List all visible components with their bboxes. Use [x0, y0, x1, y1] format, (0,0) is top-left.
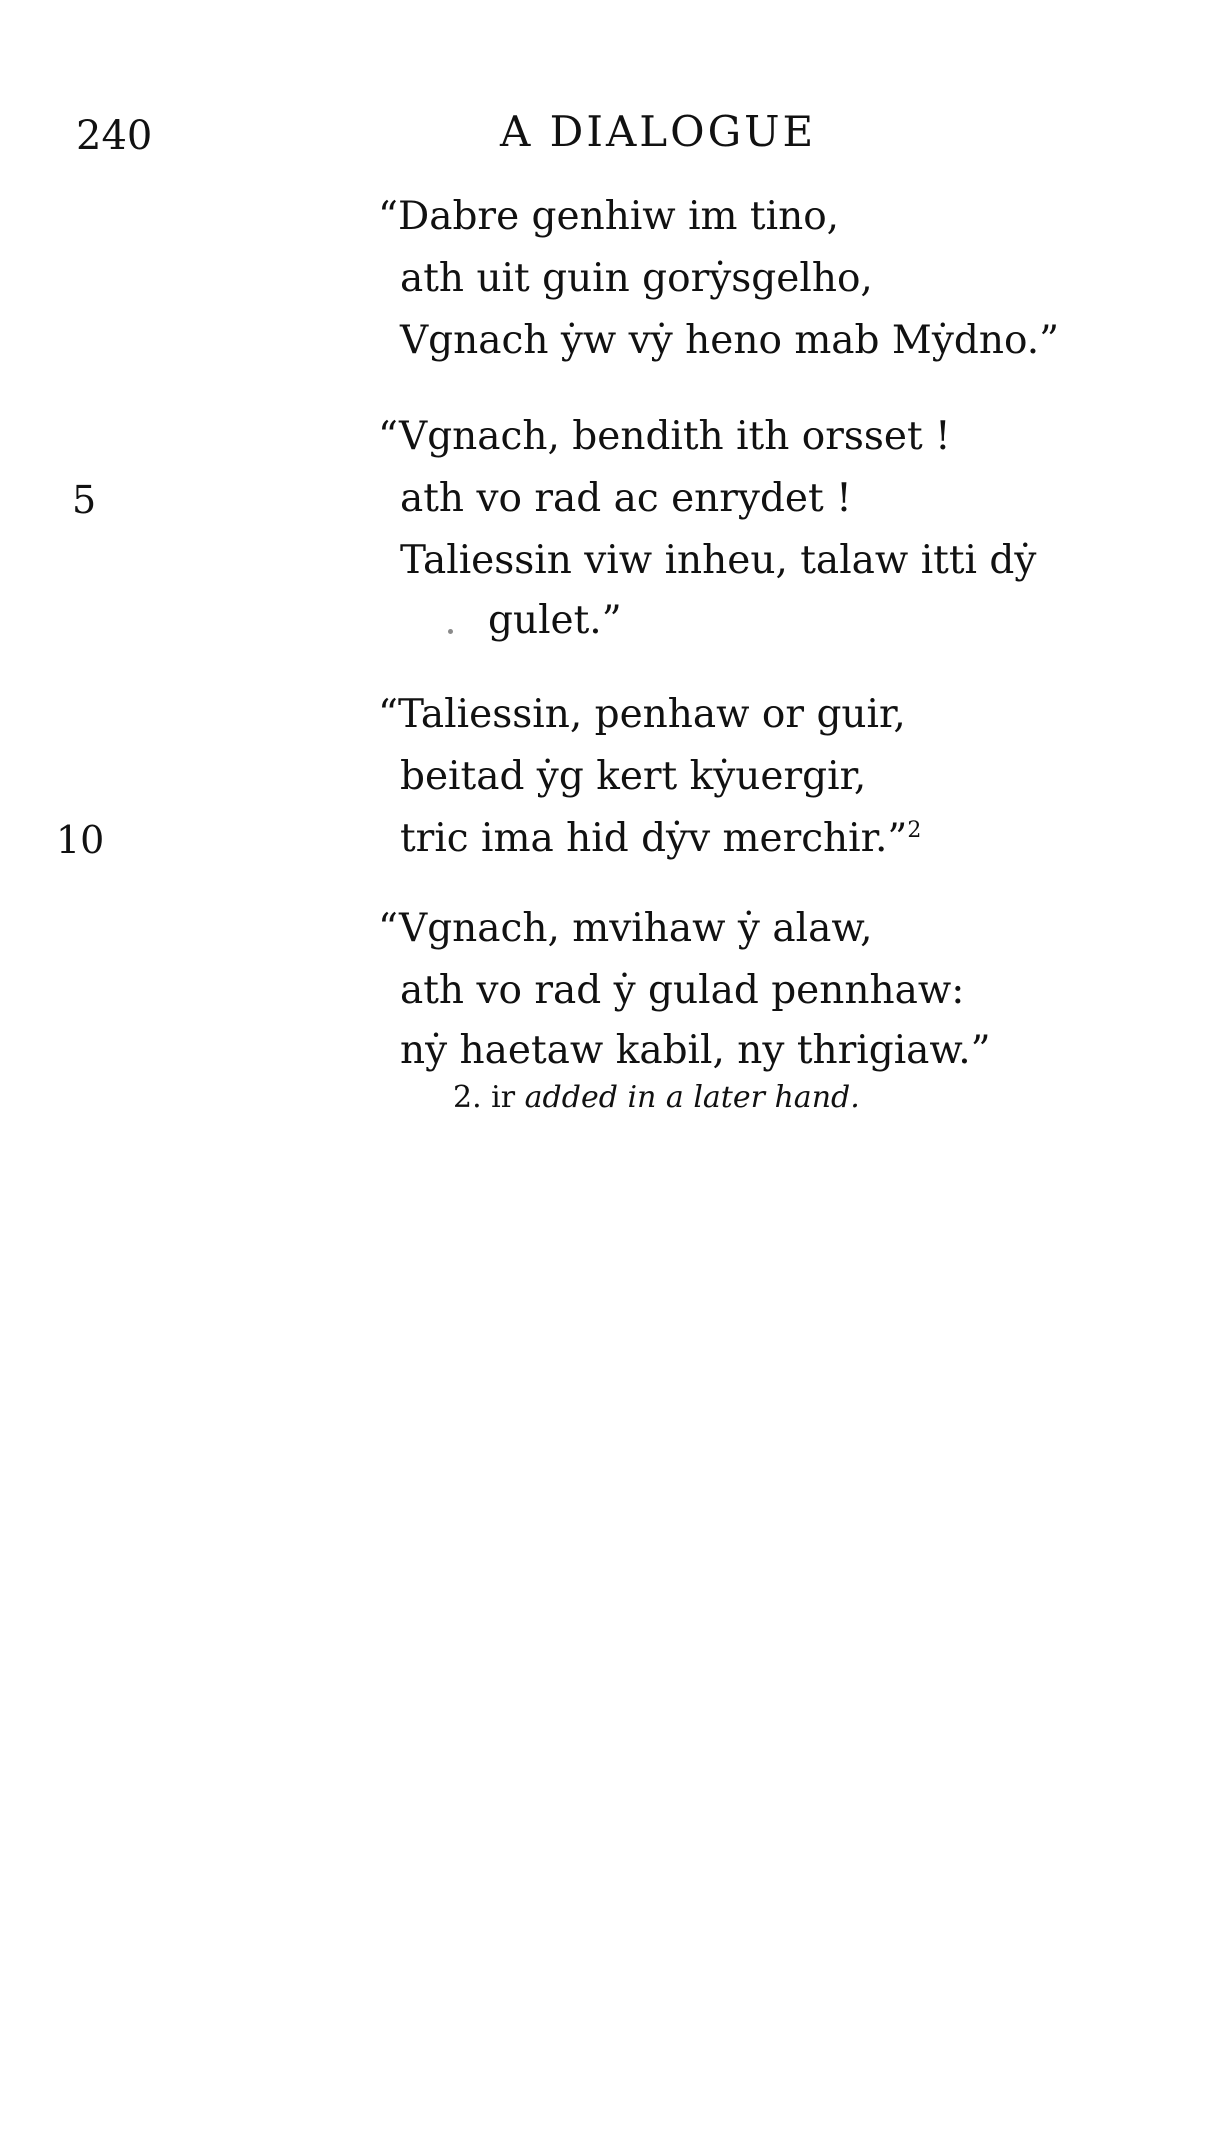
line-number: 10	[56, 818, 105, 862]
verse-line: beitad ẏg kert kẏuergir,	[400, 754, 867, 799]
verse-line: ath uit guin gorẏsgelho,	[400, 256, 873, 301]
verse-line: Vgnach ẏw vẏ heno mab Mẏdno.”	[400, 318, 1060, 363]
footnote-word: ir	[491, 1080, 516, 1115]
verse-line-text: tric ima hid dẏv merchir.”	[400, 816, 908, 861]
verse-line	[400, 814, 921, 864]
verse-line: gulet.”	[488, 598, 622, 643]
footnote-number: 2.	[453, 1080, 482, 1115]
running-head: A DIALOGUE	[500, 107, 817, 156]
footnote-note: added in a later hand.	[524, 1080, 860, 1115]
footnote-marker: 2	[907, 818, 922, 843]
verse-line: “Vgnach, bendith ith orsset !	[378, 414, 951, 459]
verse-line: ath vo rad ẏ gulad pennhaw:	[400, 968, 965, 1013]
print-speck	[448, 629, 453, 634]
verse-line: nẏ haetaw kabil, ny thrigiaw.”	[400, 1028, 991, 1073]
verse-line: Taliessin viw inheu, talaw itti dẏ	[400, 538, 1037, 583]
verse-line: “Taliessin, penhaw or guir,	[378, 692, 906, 737]
verse-line: “Dabre genhiw im tino,	[378, 194, 840, 239]
line-number: 5	[72, 478, 97, 522]
verse-line: “Vgnach, mvihaw ẏ alaw,	[378, 906, 873, 951]
verse-line: ath vo rad ac enrydet !	[400, 476, 852, 521]
page-number: 240	[76, 113, 153, 159]
footnote	[453, 1078, 860, 1118]
